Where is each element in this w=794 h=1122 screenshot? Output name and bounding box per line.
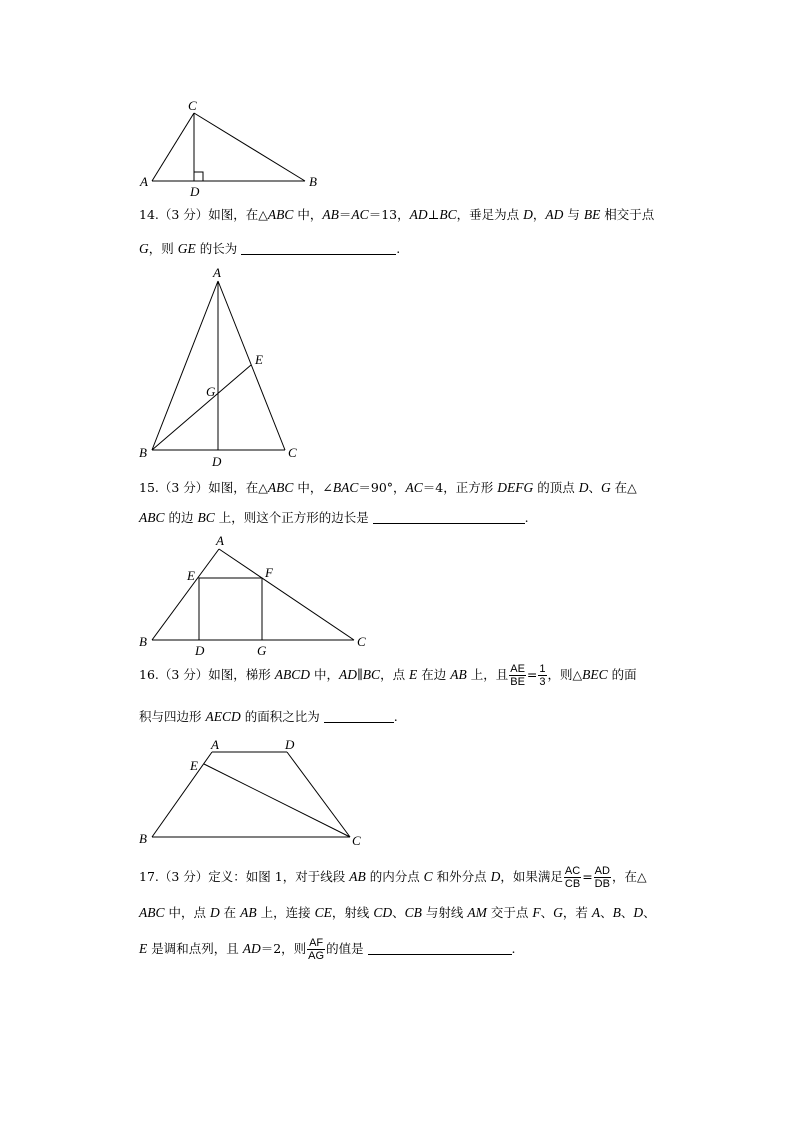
question-15-line-2: ABC 的边 BC 上，则这个正方形的边长是 . [139, 510, 529, 525]
label-15-E: E [187, 568, 195, 583]
figure-15-triangle-with-square [152, 549, 354, 640]
label-16-B: B [139, 831, 147, 846]
label-16-A: A [211, 737, 219, 752]
label-13-C: C [188, 98, 197, 113]
label-14-E: E [255, 352, 263, 367]
figure-13-right-triangle [152, 113, 305, 181]
question-16-line-1: 16.（3 分）如图，梯形 ABCD 中，AD∥BC，点 E 在边 AB 上，且 $\frac{AE}{BE}$ = $\frac{1}{3}$ ，则△BEC 的面 [139, 663, 637, 688]
fraction-af-ag: $\frac{AF}{AG}$ [308, 937, 325, 962]
question-15-line-1: 15.（3 分）如图，在△ABC 中，∠BAC＝90°，AC＝4，正方形 DEFG 的顶点 D、G 在△ [139, 480, 637, 495]
label-16-E: E [190, 758, 198, 773]
label-14-B: B [139, 445, 147, 460]
answer-blank-15[interactable] [373, 511, 525, 524]
question-14-line-1: 14.（3 分）如图，在△ABC 中，AB＝AC＝13，AD⊥BC，垂足为点 D，AD 与 BE 相交于点 [139, 207, 655, 222]
label-14-D: D [212, 454, 222, 469]
label-15-B: B [139, 634, 147, 649]
question-17-line-3: E 是调和点列，且 AD＝2，则 $\frac{AF}{AG}$ 的值是 . [139, 937, 516, 962]
label-15-G: G [257, 643, 267, 658]
label-13-D: D [190, 184, 200, 199]
label-13-A: A [140, 174, 148, 189]
question-16-line-2: 积与四边形 AECD 的面积之比为 . [139, 709, 398, 724]
question-17-line-2: ABC 中，点 D 在 AB 上，连接 CE，射线 CD、CB 与射线 AM 交于点 F、G，若 A、B、D、 [139, 905, 656, 920]
figure-14-isosceles-triangle [152, 281, 285, 450]
label-14-A: A [213, 265, 221, 280]
label-15-A: A [216, 533, 224, 548]
label-16-C: C [352, 833, 361, 848]
fraction-ad-db: $\frac{AD}{DB}$ [594, 865, 610, 890]
label-16-D: D [285, 737, 295, 752]
figure-16-trapezoid [152, 752, 350, 837]
answer-blank-14[interactable] [241, 242, 396, 255]
answer-blank-17[interactable] [368, 942, 512, 955]
label-14-C: C [288, 445, 297, 460]
label-13-B: B [309, 174, 317, 189]
fraction-one-third: $\frac{1}{3}$ [539, 663, 546, 688]
answer-blank-16[interactable] [324, 710, 394, 723]
fraction-ac-cb: $\frac{AC}{CB}$ [564, 865, 581, 890]
label-15-D: D [195, 643, 205, 658]
fraction-ae-be: $\frac{AE}{BE}$ [510, 663, 525, 688]
label-15-F: F [265, 565, 273, 580]
question-17-line-1: 17.（3 分）定义：如图 1，对于线段 AB 的内分点 C 和外分点 D，如果满足 $\frac{AC}{CB}$ = $\frac{AD}{DB}$ ，在△ [139, 865, 647, 890]
question-14-line-2: G，则 GE 的长为 . [139, 241, 401, 256]
label-14-G: G [206, 384, 216, 399]
label-15-C: C [357, 634, 366, 649]
